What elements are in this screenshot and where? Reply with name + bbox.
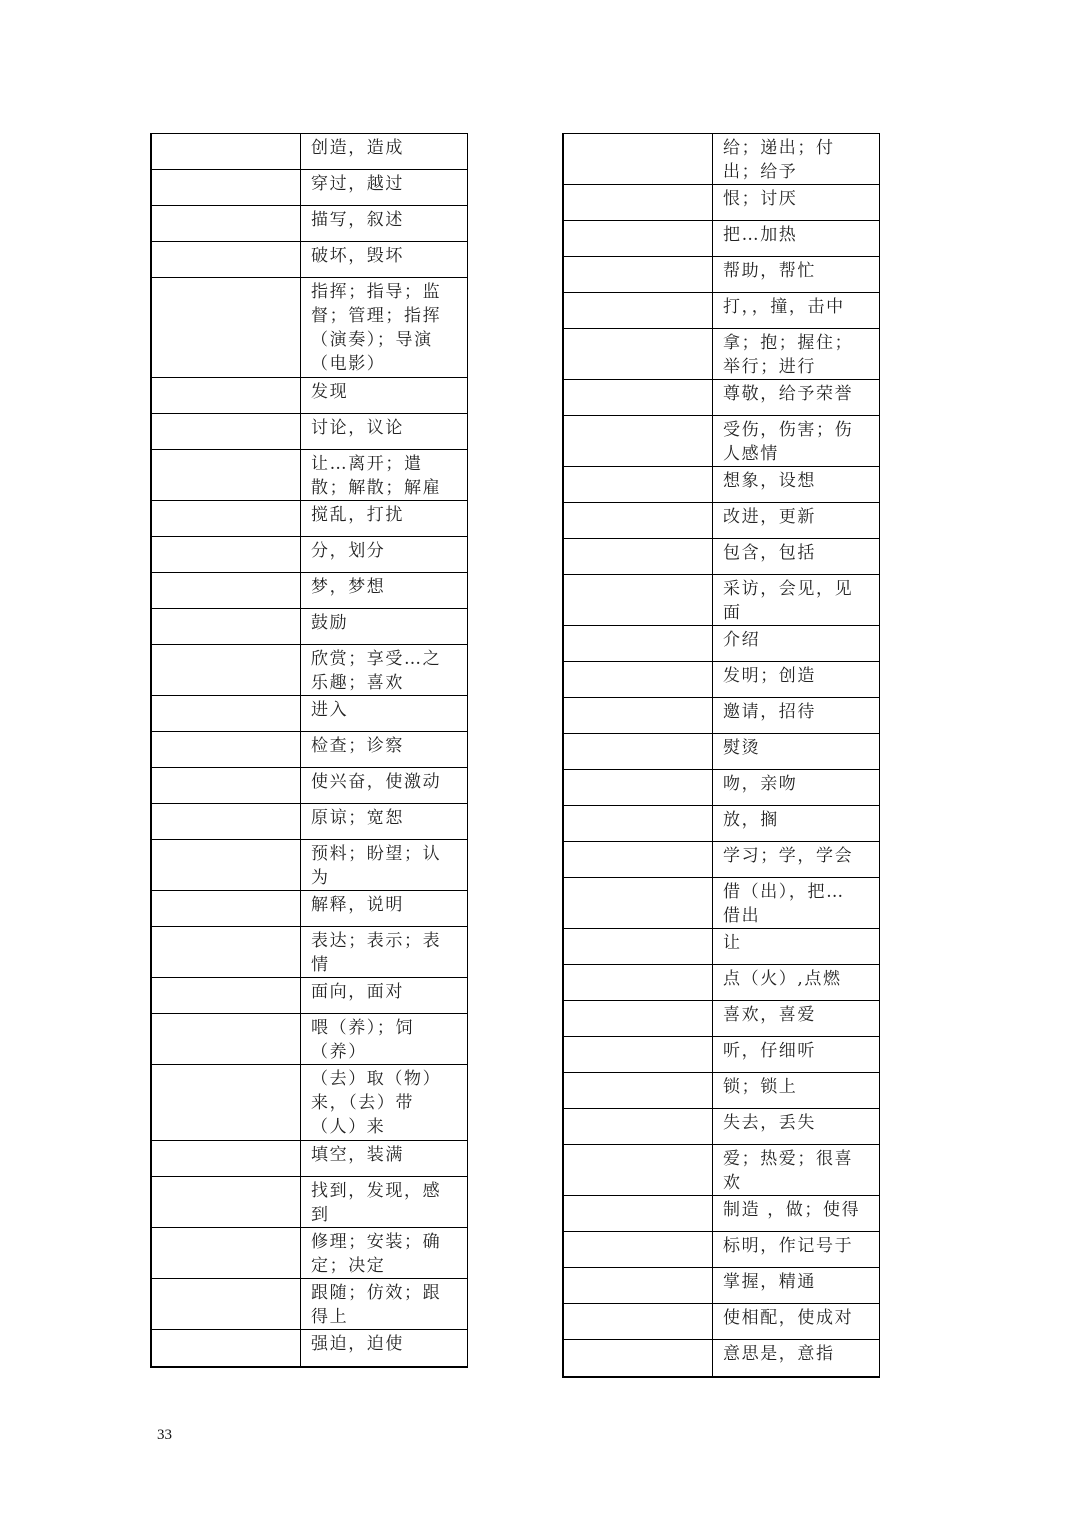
meaning-line: 锁；锁上 (723, 1077, 798, 1097)
english-answer-cell (152, 170, 301, 205)
chinese-meaning-cell (301, 1228, 467, 1278)
chinese-meaning-cell (301, 573, 467, 608)
meaning-line: 借出 (723, 906, 761, 926)
english-answer-cell (152, 278, 301, 377)
chinese-meaning-cell (301, 501, 467, 536)
chinese-meaning-cell (301, 414, 467, 449)
meaning-line: 指挥；指导；监 (311, 282, 442, 302)
english-answer-cell (152, 696, 301, 731)
table-row (152, 1330, 467, 1366)
meaning-line: 梦，梦想 (311, 577, 386, 597)
chinese-meaning-cell (713, 965, 879, 1000)
table-row (564, 842, 879, 878)
chinese-meaning-cell (713, 329, 879, 379)
english-answer-cell (152, 378, 301, 413)
meaning-line: 发现 (311, 382, 349, 402)
meaning-line: 人感情 (723, 444, 779, 464)
table-row (152, 645, 467, 696)
english-answer-cell (564, 257, 713, 292)
table-row (152, 573, 467, 609)
chinese-meaning-cell (713, 734, 879, 769)
table-row (564, 257, 879, 293)
meaning-line: 掌握，精通 (723, 1272, 816, 1292)
english-answer-cell (152, 1228, 301, 1278)
english-answer-cell (564, 878, 713, 928)
chinese-meaning-cell (713, 698, 879, 733)
meaning-line: 面向，面对 (311, 982, 404, 1002)
english-answer-cell (564, 1196, 713, 1231)
chinese-meaning-cell (301, 609, 467, 644)
meaning-line: 失去，丢失 (723, 1113, 816, 1133)
chinese-meaning-cell (713, 257, 879, 292)
table-row (564, 806, 879, 842)
meaning-line: 恨；讨厌 (723, 189, 798, 209)
table-row (152, 1177, 467, 1228)
english-answer-cell (564, 770, 713, 805)
meaning-line: 借（出），把… (723, 882, 845, 902)
table-row (152, 414, 467, 450)
chinese-meaning-cell (301, 1014, 467, 1064)
chinese-meaning-cell (301, 804, 467, 839)
chinese-meaning-cell (713, 662, 879, 697)
english-answer-cell (152, 804, 301, 839)
meaning-line: 分，划分 (311, 541, 386, 561)
english-answer-cell (564, 929, 713, 964)
chinese-meaning-cell (713, 1109, 879, 1144)
chinese-meaning-cell (713, 503, 879, 538)
table-row (152, 501, 467, 537)
table-row (564, 1268, 879, 1304)
english-answer-cell (152, 1279, 301, 1329)
meaning-line: 点（火）,点燃 (723, 969, 842, 989)
meaning-line: （去）取（物） (311, 1069, 442, 1089)
table-row (152, 696, 467, 732)
meaning-line: 面 (723, 603, 742, 623)
meaning-line: 进入 (311, 700, 349, 720)
chinese-meaning-cell (713, 1268, 879, 1303)
english-answer-cell (152, 927, 301, 977)
english-answer-cell (152, 1177, 301, 1227)
meaning-line: 制造 ，做；使得 (723, 1200, 861, 1220)
chinese-meaning-cell (301, 242, 467, 277)
meaning-line: 跟随；仿效；跟 (311, 1283, 442, 1303)
meaning-line: 受伤，伤害；伤 (723, 420, 854, 440)
table-row (564, 1232, 879, 1268)
chinese-meaning-cell (713, 1232, 879, 1267)
table-row (152, 927, 467, 978)
english-answer-cell (564, 1232, 713, 1267)
chinese-meaning-cell (713, 221, 879, 256)
table-row (564, 185, 879, 221)
meaning-line: 情 (311, 955, 330, 975)
chinese-meaning-cell (301, 1141, 467, 1176)
english-answer-cell (564, 1340, 713, 1376)
table-row (152, 732, 467, 768)
english-answer-cell (564, 626, 713, 661)
english-answer-cell (152, 134, 301, 169)
english-answer-cell (152, 1141, 301, 1176)
chinese-meaning-cell (301, 927, 467, 977)
table-row (152, 1065, 467, 1141)
meaning-line: 让…离开；遣 (311, 454, 423, 474)
meaning-line: 包含，包括 (723, 543, 816, 563)
english-answer-cell (152, 242, 301, 277)
table-row (564, 503, 879, 539)
table-row (152, 1228, 467, 1279)
meaning-line: 散；解散；解雇 (311, 478, 442, 498)
table-row (152, 840, 467, 891)
english-answer-cell (564, 806, 713, 841)
english-answer-cell (564, 467, 713, 502)
english-answer-cell (152, 732, 301, 767)
meaning-line: 解释，说明 (311, 895, 404, 915)
english-answer-cell (564, 734, 713, 769)
chinese-meaning-cell (301, 840, 467, 890)
english-answer-cell (564, 221, 713, 256)
english-answer-cell (564, 185, 713, 220)
meaning-line: 鼓励 (311, 613, 349, 633)
table-row (152, 206, 467, 242)
table-row (564, 1304, 879, 1340)
meaning-line: 检查；诊察 (311, 736, 404, 756)
table-row (564, 662, 879, 698)
table-row (564, 929, 879, 965)
chinese-meaning-cell (301, 978, 467, 1013)
meaning-line: 爱；热爱；很喜 (723, 1149, 854, 1169)
table-row (152, 804, 467, 840)
table-row (564, 1001, 879, 1037)
meaning-line: 喜欢，喜爱 (723, 1005, 816, 1025)
meaning-line: 搅乱，打扰 (311, 505, 404, 525)
chinese-meaning-cell (713, 467, 879, 502)
chinese-meaning-cell (301, 696, 467, 731)
meaning-line: 听，仔细听 (723, 1041, 816, 1061)
meaning-line: 强迫，迫使 (311, 1334, 404, 1354)
english-answer-cell (564, 965, 713, 1000)
meaning-line: 出；给予 (723, 162, 798, 182)
chinese-meaning-cell (713, 575, 879, 625)
chinese-meaning-cell (713, 1037, 879, 1072)
table-row (152, 891, 467, 927)
table-row (564, 734, 879, 770)
meaning-line: 意思是，意指 (723, 1344, 835, 1364)
table-row (564, 965, 879, 1001)
meaning-line: （人）来 (311, 1117, 386, 1137)
english-answer-cell (564, 575, 713, 625)
english-answer-cell (564, 1037, 713, 1072)
table-row (564, 539, 879, 575)
chinese-meaning-cell (301, 378, 467, 413)
table-row (564, 1340, 879, 1376)
meaning-line: 放，搁 (723, 810, 779, 830)
english-answer-cell (564, 1304, 713, 1339)
table-row (152, 978, 467, 1014)
english-answer-cell (152, 450, 301, 500)
table-row (152, 378, 467, 414)
chinese-meaning-cell (301, 891, 467, 926)
english-answer-cell (564, 329, 713, 379)
meaning-line: 欢 (723, 1173, 742, 1193)
table-row (564, 329, 879, 380)
english-answer-cell (564, 503, 713, 538)
meaning-line: 想象，设想 (723, 471, 816, 491)
chinese-meaning-cell (713, 1304, 879, 1339)
chinese-meaning-cell (713, 539, 879, 574)
table-row (152, 1141, 467, 1177)
english-answer-cell (564, 539, 713, 574)
chinese-meaning-cell (301, 768, 467, 803)
chinese-meaning-cell (301, 134, 467, 169)
meaning-line: 欣赏；享受…之 (311, 649, 442, 669)
english-answer-cell (152, 206, 301, 241)
meaning-line: 把…加热 (723, 225, 798, 245)
table-row (564, 380, 879, 416)
english-answer-cell (564, 1109, 713, 1144)
english-answer-cell (152, 1014, 301, 1064)
meaning-line: （演奏）；导演 (311, 330, 433, 350)
english-answer-cell (564, 1073, 713, 1108)
chinese-meaning-cell (301, 645, 467, 695)
english-answer-cell (564, 134, 713, 184)
table-row (564, 770, 879, 806)
meaning-line: 介绍 (723, 630, 761, 650)
english-answer-cell (152, 501, 301, 536)
table-row (152, 278, 467, 378)
meaning-line: 讨论，议论 (311, 418, 404, 438)
english-answer-cell (564, 1001, 713, 1036)
meaning-line: 得上 (311, 1307, 349, 1327)
table-row (152, 242, 467, 278)
meaning-line: 穿过，越过 (311, 174, 404, 194)
meaning-line: 标明，作记号于 (723, 1236, 854, 1256)
table-row (564, 1037, 879, 1073)
table-row (152, 1279, 467, 1330)
meaning-line: 采访，会见，见 (723, 579, 854, 599)
meaning-line: 尊敬，给予荣誉 (723, 384, 854, 404)
table-row (564, 698, 879, 734)
english-answer-cell (152, 891, 301, 926)
table-row (152, 537, 467, 573)
chinese-meaning-cell (301, 450, 467, 500)
table-row (564, 1196, 879, 1232)
table-row (152, 1014, 467, 1065)
table-row (564, 134, 879, 185)
table-row (564, 575, 879, 626)
english-answer-cell (564, 662, 713, 697)
meaning-line: 来，（去）带 (311, 1093, 415, 1113)
english-answer-cell (152, 609, 301, 644)
chinese-meaning-cell (301, 278, 467, 377)
chinese-meaning-cell (713, 293, 879, 328)
chinese-meaning-cell (713, 380, 879, 415)
meaning-line: 描写，叙述 (311, 210, 404, 230)
meaning-line: 创造，造成 (311, 138, 404, 158)
meaning-line: 学习；学，学会 (723, 846, 854, 866)
meaning-line: 到 (311, 1205, 330, 1225)
meaning-line: 发明；创造 (723, 666, 816, 686)
table-row (564, 626, 879, 662)
english-answer-cell (564, 1145, 713, 1195)
chinese-meaning-cell (301, 537, 467, 572)
table-row (152, 609, 467, 645)
table-row (152, 170, 467, 206)
meaning-line: 喂（养）；饲 (311, 1018, 415, 1038)
meaning-line: 邀请，招待 (723, 702, 816, 722)
chinese-meaning-cell (301, 170, 467, 205)
meaning-line: 使相配，使成对 (723, 1308, 854, 1328)
chinese-meaning-cell (713, 770, 879, 805)
meaning-line: 为 (311, 868, 330, 888)
table-row (564, 1109, 879, 1145)
english-answer-cell (564, 1268, 713, 1303)
left-vocab-table (150, 133, 468, 1368)
chinese-meaning-cell (713, 416, 879, 466)
english-answer-cell (152, 645, 301, 695)
meaning-line: 督；管理；指挥 (311, 306, 442, 326)
meaning-line: （电影） (311, 354, 386, 374)
meaning-line: 给；递出；付 (723, 138, 835, 158)
chinese-meaning-cell (713, 185, 879, 220)
meaning-line: 帮助，帮忙 (723, 261, 816, 281)
chinese-meaning-cell (301, 206, 467, 241)
meaning-line: 拿；抱；握住； (723, 333, 854, 353)
chinese-meaning-cell (713, 878, 879, 928)
table-row (152, 768, 467, 804)
table-row (564, 1145, 879, 1196)
chinese-meaning-cell (301, 1065, 467, 1140)
table-row (564, 1073, 879, 1109)
meaning-line: 乐趣；喜欢 (311, 673, 404, 693)
chinese-meaning-cell (301, 1279, 467, 1329)
table-row (152, 134, 467, 170)
chinese-meaning-cell (301, 732, 467, 767)
chinese-meaning-cell (713, 1145, 879, 1195)
meaning-line: 定；决定 (311, 1256, 386, 1276)
chinese-meaning-cell (713, 806, 879, 841)
english-answer-cell (152, 840, 301, 890)
meaning-line: 修理；安装；确 (311, 1232, 442, 1252)
table-row (564, 878, 879, 929)
meaning-line: 原谅；宽恕 (311, 808, 404, 828)
english-answer-cell (152, 768, 301, 803)
right-vocab-table (562, 133, 880, 1378)
english-answer-cell (564, 380, 713, 415)
meaning-line: 表达；表示；表 (311, 931, 442, 951)
chinese-meaning-cell (713, 1073, 879, 1108)
chinese-meaning-cell (713, 134, 879, 184)
meaning-line: 预料；盼望；认 (311, 844, 442, 864)
meaning-line: 举行；进行 (723, 357, 816, 377)
english-answer-cell (152, 978, 301, 1013)
english-answer-cell (564, 842, 713, 877)
meaning-line: 熨烫 (723, 738, 761, 758)
chinese-meaning-cell (713, 929, 879, 964)
english-answer-cell (564, 293, 713, 328)
chinese-meaning-cell (713, 1196, 879, 1231)
page-number: 33 (157, 1427, 172, 1443)
table-row (152, 450, 467, 501)
meaning-line: 使兴奋，使激动 (311, 772, 442, 792)
meaning-line: 改进，更新 (723, 507, 816, 527)
english-answer-cell (152, 537, 301, 572)
table-row (564, 293, 879, 329)
meaning-line: 破坏，毁坏 (311, 246, 404, 266)
chinese-meaning-cell (713, 626, 879, 661)
table-row (564, 221, 879, 257)
english-answer-cell (564, 416, 713, 466)
chinese-meaning-cell (713, 842, 879, 877)
meaning-line: 打，，撞，击中 (723, 297, 845, 317)
chinese-meaning-cell (301, 1330, 467, 1366)
meaning-line: 找到，发现，感 (311, 1181, 442, 1201)
table-row (564, 467, 879, 503)
english-answer-cell (152, 1065, 301, 1140)
meaning-line: 填空，装满 (311, 1145, 404, 1165)
chinese-meaning-cell (713, 1340, 879, 1376)
meaning-line: 让 (723, 933, 742, 953)
english-answer-cell (152, 1330, 301, 1366)
chinese-meaning-cell (713, 1001, 879, 1036)
table-row (564, 416, 879, 467)
meaning-line: 吻，亲吻 (723, 774, 798, 794)
english-answer-cell (564, 698, 713, 733)
chinese-meaning-cell (301, 1177, 467, 1227)
meaning-line: （养） (311, 1042, 367, 1062)
english-answer-cell (152, 414, 301, 449)
english-answer-cell (152, 573, 301, 608)
